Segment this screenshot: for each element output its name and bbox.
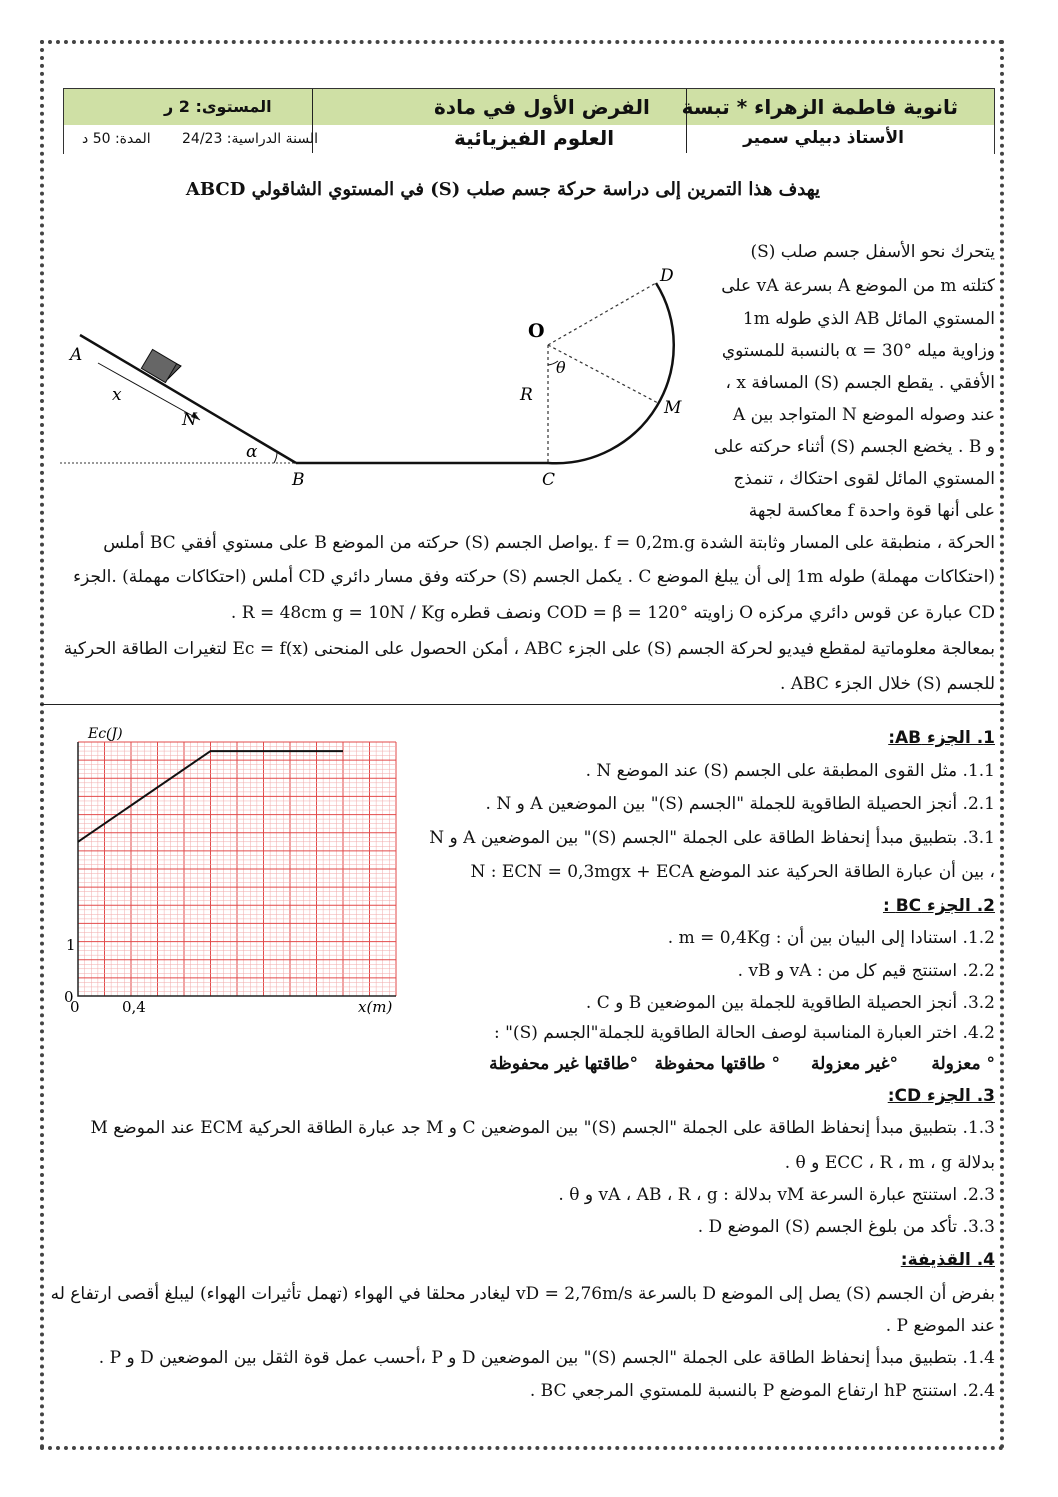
desc-line-4: وزاوية ميله α = 30° بالنسبة للمستوي	[721, 341, 995, 361]
label-D: D	[660, 266, 674, 286]
energy-graph	[60, 720, 405, 1020]
q-2-1: 2.1. أنجز الحصيلة الطاقوية للجملة "الجسم (S)" بين الموضعين A و N .	[485, 794, 995, 814]
proj-p1: بفرض أن الجسم (S) يصل إلى الموضع D بالسرعة vD = 2,76m/s ليغادر محلقا في الهواء (تهمل تأثيرات الهواء) ليبلغ أقصى ارتفاع له	[50, 1284, 995, 1304]
graph-origin-y: 0	[64, 988, 74, 1006]
desc-line-8: المستوي المائل لقوى احتكاك ، تنمذج	[733, 469, 995, 489]
desc-line-3: المستوي المائل AB الذي طوله 1m	[742, 309, 995, 329]
option-2: °غير معزولة	[810, 1054, 898, 1074]
q-4-2: 4.2. اختر العبارة المناسبة لوصف الحالة الطاقوية للجملة"الجسم (S)" :	[493, 1023, 995, 1043]
para-line-2: (احتكاكات مهملة) طوله 1m إلى أن يبلغ الموضع C . يكمل الجسم (S) حركته وفق مسار دائري CD أملس (احتكاكات مهملة) .الجزء	[73, 567, 995, 587]
school-name: ثانوية فاطمة الزهراء * تبسة	[681, 95, 958, 119]
school-year: السنة الدراسية: 24/23	[182, 131, 318, 147]
desc-line-2: كتلته m من الموضع A بسرعة vA على	[721, 276, 995, 296]
label-x: x	[112, 385, 122, 405]
part-ab-title: 1. الجزء AB:	[888, 728, 995, 748]
q-1-2: 1.2. استنادا إلى البيان بين أن : m = 0,4Kg .	[667, 928, 995, 948]
graph-y-label: Ec(J)	[88, 726, 123, 742]
q-3-3: 3.3. تأكد من بلوغ الجسم (S) الموضع D .	[697, 1217, 995, 1237]
label-R: R	[520, 385, 533, 405]
para-line-3: CD عبارة عن قوس دائري مركزه O زاويته COD = β = 120° ونصف قطره R = 48cm g = 10N / Kg .	[230, 603, 995, 623]
level: المستوى: 2 ر	[164, 97, 272, 116]
para-line-5: للجسم (S) خلال الجزء ABC .	[780, 674, 995, 694]
part-proj-title: 4. القذيفة:	[900, 1250, 995, 1270]
duration: المدة: 50 د	[82, 131, 151, 147]
q-2-2: 2.2. استنتج قيم كل من : vA و vB .	[737, 961, 995, 981]
part-cd-title: 3. الجزء CD:	[887, 1086, 995, 1106]
option-4: °طاقتها غير محفوظة	[489, 1054, 638, 1074]
q-2-3: 2.3. استنتج عبارة السرعة vM بدلالة : vA ، AB ، R ، g و θ .	[558, 1185, 995, 1205]
desc-line-9: على أنها قوة واحدة f معاكسة لجهة	[748, 501, 995, 521]
graph-y-tick: 1	[66, 936, 76, 954]
subject: العلوم الفيزيائية	[454, 126, 615, 150]
q-1-3: 1.3. بتطبيق مبدأ إنحفاظ الطاقة على الجملة "الجسم (S)" بين الموضعين C و M جد عبارة الطاقة الحركية ECM عند الموضع M	[90, 1118, 995, 1138]
solid-block	[141, 349, 176, 382]
q-2-4: 2.4. استنتج hP ارتفاع الموضع P بالنسبة للمستوي المرجعي BC .	[529, 1381, 995, 1401]
label-alpha: α	[246, 442, 258, 462]
exam-title: الفرض الأول في مادة	[434, 95, 650, 119]
q-1-3-b: بدلالة ECC ، R ، m ، g و θ .	[784, 1153, 995, 1173]
q-1-1: 1.1. مثل القوى المطبقة على الجسم (S) عند الموضع N .	[585, 761, 995, 781]
option-1: ° معزولة	[931, 1054, 995, 1074]
para-line-1: الحركة ، منطبقة على المسار وثابتة الشدة f = 0,2m.g .يواصل الجسم (S) حركته من الموضع B على مستوي أفقي BC أملس	[103, 533, 995, 553]
label-theta: θ	[556, 358, 566, 377]
option-3: ° طاقتها محفوظة	[654, 1054, 780, 1074]
label-N: N	[182, 410, 197, 430]
desc-line-7: و B . يخضع الجسم (S) أثناء حركته على	[713, 437, 995, 457]
label-C: C	[542, 470, 556, 490]
label-O: O	[528, 320, 545, 342]
desc-line-1: يتحرك نحو الأسفل جسم صلب (S)	[750, 242, 995, 262]
section-divider	[40, 704, 1004, 705]
part-bc-title: 2. الجزء BC :	[882, 896, 995, 916]
graph-x-label: x(m)	[358, 998, 393, 1016]
label-B: B	[292, 470, 305, 490]
track-figure	[60, 255, 720, 495]
teacher-name: الأستاذ دبيلي سمير	[743, 128, 904, 148]
desc-line-5: الأفقي . يقطع الجسم (S) المسافة x ،	[725, 373, 995, 393]
intro-text: يهدف هذا التمرين إلى دراسة حركة جسم صلب (S) في المستوي الشاقولي ABCD	[185, 179, 820, 200]
header-table	[63, 88, 995, 154]
desc-line-6: عند وصوله الموضع N المتواجد بين A	[732, 405, 995, 425]
proj-p2: عند الموضع P .	[885, 1316, 995, 1336]
label-M: M	[664, 398, 682, 418]
q-3-1-b: ، بين أن عبارة الطاقة الحركية عند الموضع N : ECN = 0,3mgx + ECA	[470, 862, 995, 882]
q-3-1: 3.1. بتطبيق مبدأ إنحفاظ الطاقة على الجملة "الجسم (S)" بين الموضعين A و N	[429, 828, 995, 848]
label-A: A	[70, 345, 83, 365]
q-3-2: 3.2. أنجز الحصيلة الطاقوية للجملة بين الموضعين B و C .	[585, 993, 995, 1013]
para-line-4: بمعالجة معلوماتية لمقطع فيديو لحركة الجسم (S) على الجزء ABC ، أمكن الحصول على المنحنى Ec = f(x) لتغيرات الطاقة الحركية	[63, 639, 995, 659]
q-1-4: 1.4. بتطبيق مبدأ إنحفاظ الطاقة على الجملة "الجسم (S)" بين الموضعين D و P ،أحسب عمل قوة الثقل بين الموضعين D و P .	[98, 1348, 995, 1368]
graph-origin-x: 0	[70, 998, 80, 1016]
graph-x-tick: 0,4	[122, 998, 146, 1016]
